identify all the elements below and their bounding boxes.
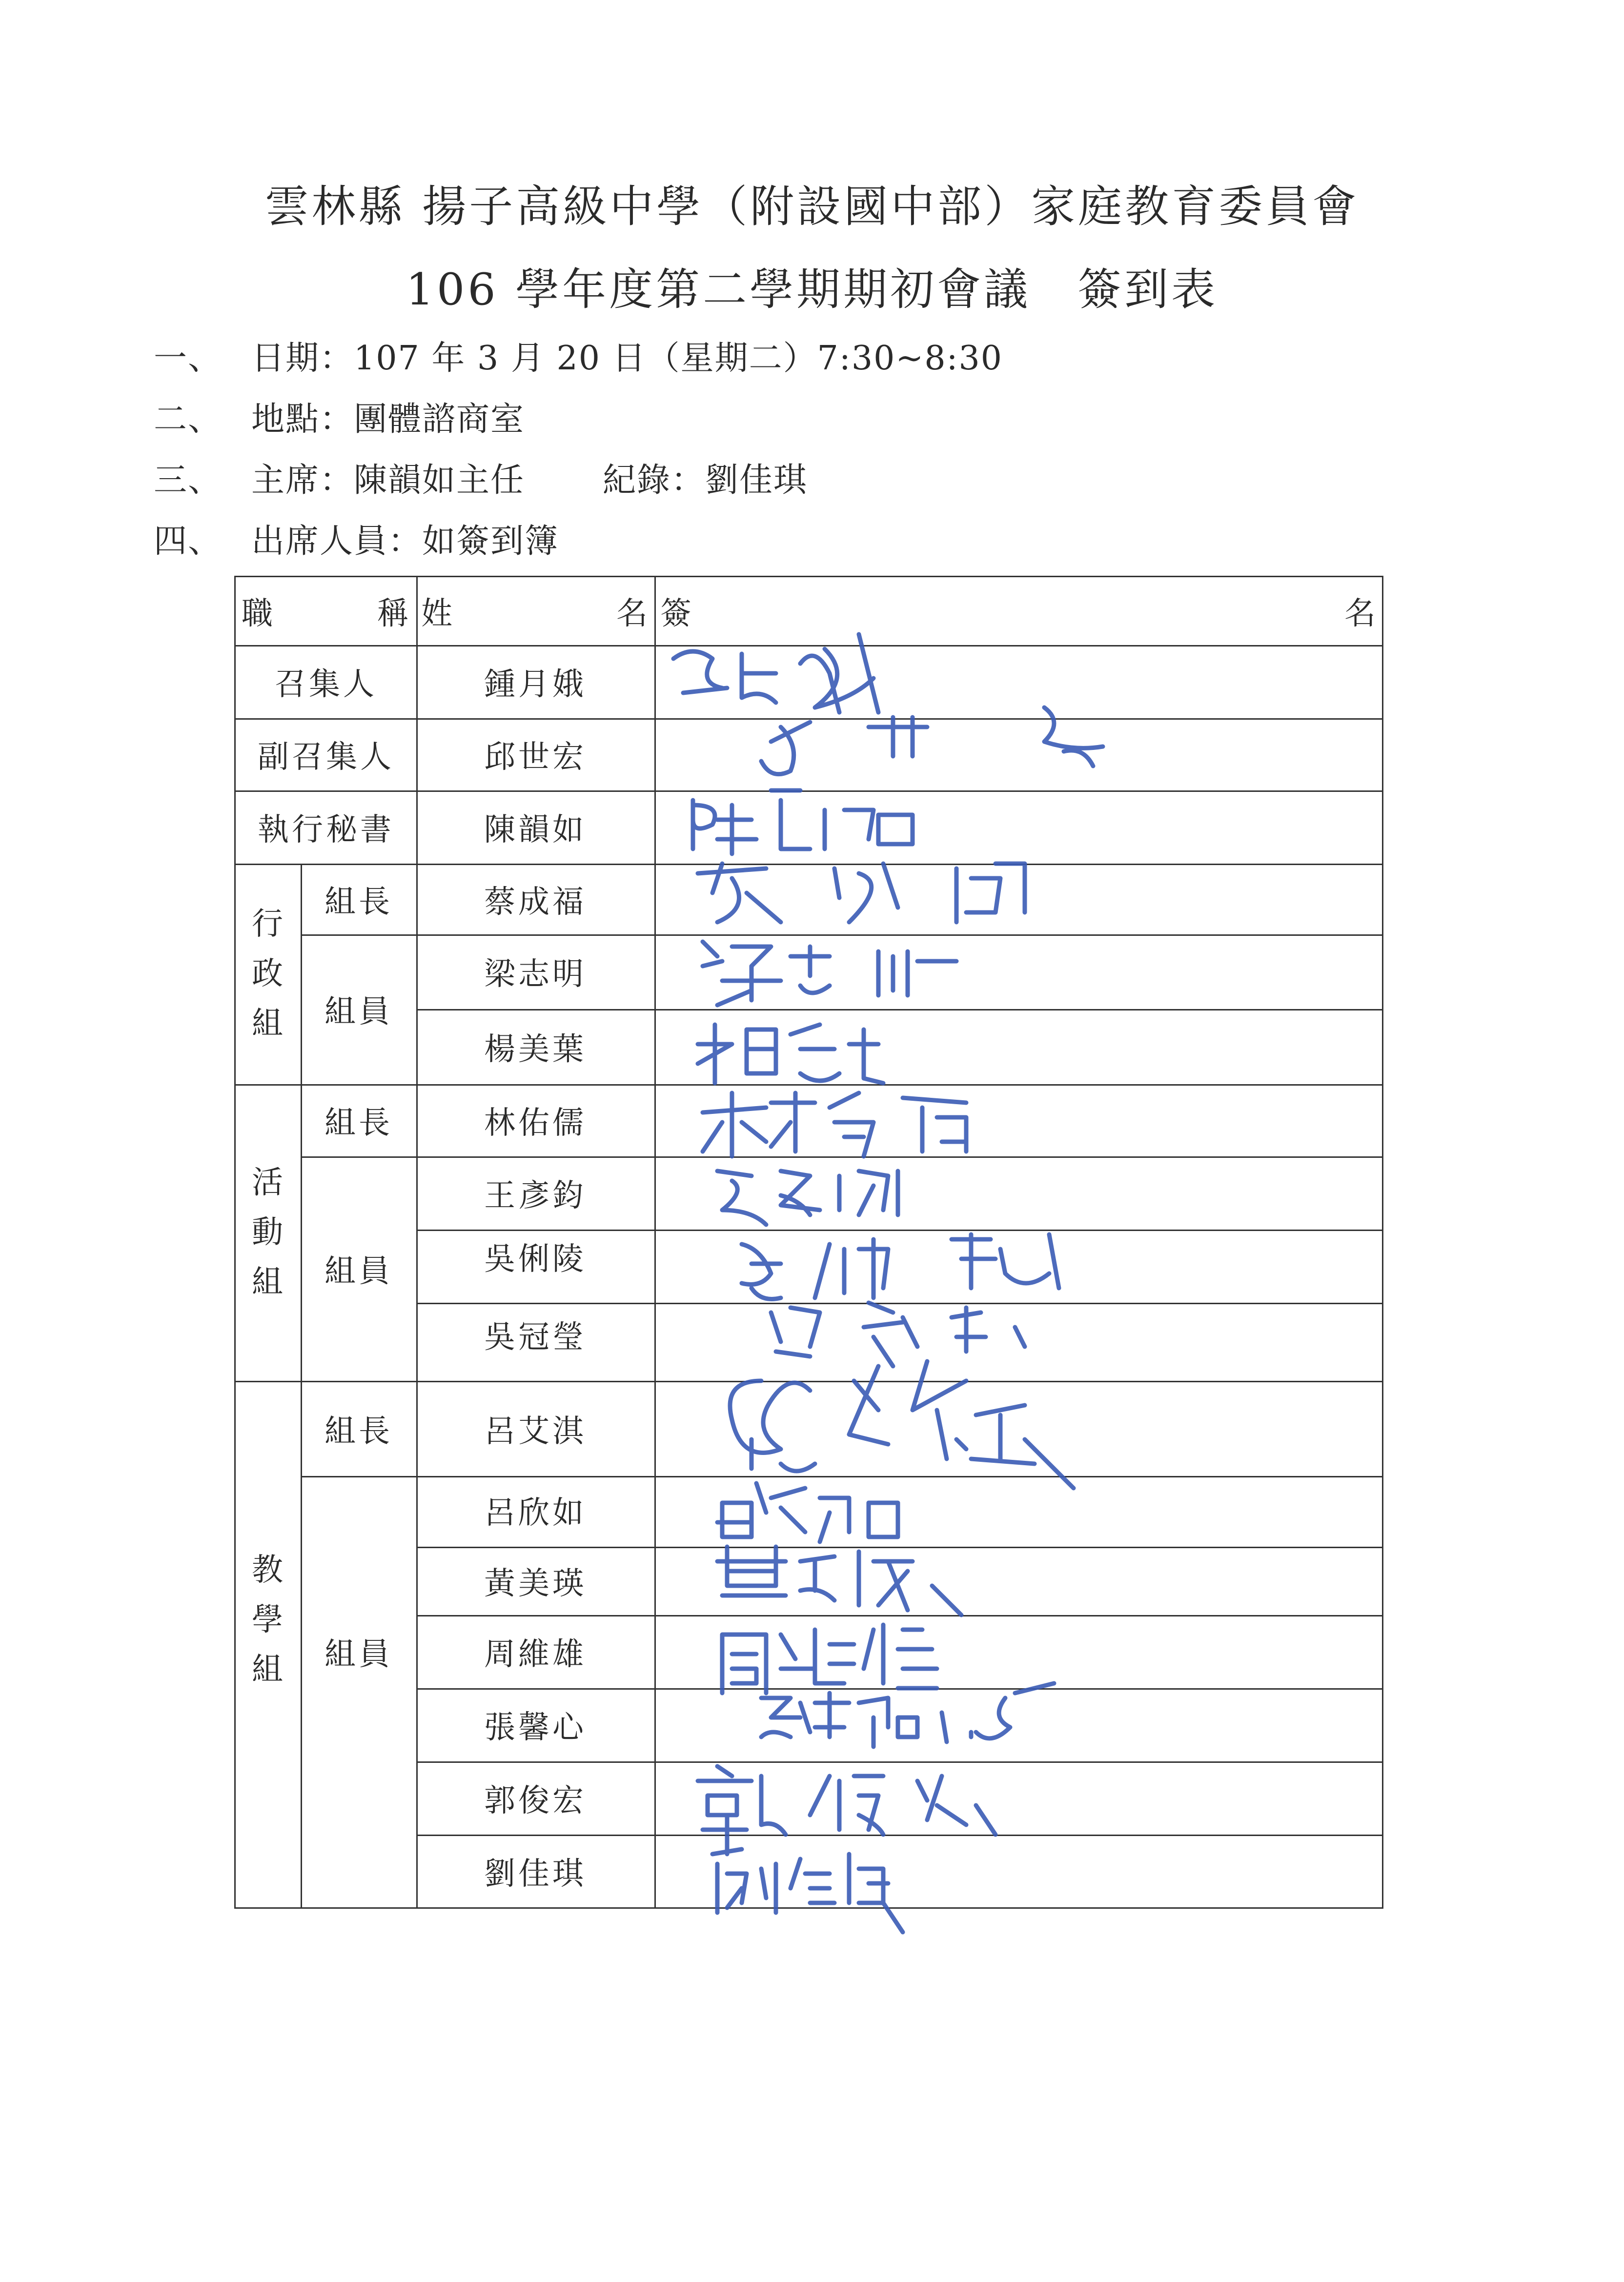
- name-cell: 郭俊宏: [484, 1783, 587, 1819]
- document-title: 雲林縣 揚子高級中學（附設國中部）家庭教育委員會: [264, 181, 1360, 232]
- role-leader: 組長: [325, 1414, 393, 1450]
- info-recorder-text: 紀錄：劉佳琪: [603, 461, 808, 500]
- name-cell: 邱世宏: [484, 739, 587, 775]
- role-convener: 召集人: [275, 666, 377, 703]
- signature-scribble: [771, 1303, 1025, 1366]
- info-location-text: 地點：團體諮商室: [251, 400, 525, 439]
- signature-scribble: [712, 1849, 903, 1932]
- info-chair-text: 主席：陳韻如主任: [251, 461, 525, 500]
- signature-scribble: [698, 1766, 995, 1854]
- role-member: 組員: [325, 1636, 393, 1673]
- header-sign-char-a: 簽: [660, 596, 694, 632]
- header-sign-char-b: 名: [1344, 596, 1379, 632]
- info-number: 三、: [154, 461, 223, 500]
- header-name-char-a: 姓: [421, 596, 455, 632]
- header-name-char-b: 名: [616, 596, 650, 632]
- name-cell: 呂欣如: [484, 1495, 587, 1531]
- signature-scribble: [742, 1234, 1059, 1299]
- signature-scribble: [717, 1547, 961, 1615]
- role-vice-convener: 副召集人: [258, 739, 394, 775]
- role-leader: 組長: [325, 1105, 393, 1141]
- signature-scribble: [693, 790, 913, 854]
- signature-scribble: [717, 1483, 898, 1542]
- group-activity: 活 動 組: [252, 1165, 283, 1300]
- role-secretary: 執行秘書: [258, 812, 394, 848]
- signature-scribble: [730, 1361, 1074, 1488]
- name-cell: 鍾月娥: [484, 666, 587, 703]
- name-cell: 周維雄: [484, 1636, 587, 1673]
- name-cell: 蔡成福: [484, 884, 587, 920]
- signature-scribble: [673, 634, 878, 712]
- name-cell: 吳冠瑩: [484, 1319, 587, 1355]
- name-cell: 王彥鈞: [484, 1178, 587, 1214]
- name-cell: 楊美葉: [484, 1031, 587, 1068]
- signature-scribble: [703, 942, 956, 1005]
- info-number: 四、: [154, 522, 223, 561]
- info-number: 二、: [154, 400, 223, 439]
- group-teaching: 教 學 組: [252, 1552, 283, 1688]
- signature-scribble: [698, 864, 1025, 922]
- info-number: 一、: [154, 339, 223, 378]
- name-cell: 張馨心: [484, 1710, 587, 1746]
- signature-scribble: [717, 1171, 898, 1225]
- info-attendees-text: 出席人員：如簽到簿: [251, 522, 559, 561]
- document-subtitle: 106 學年度第二學期期初會議 簽到表: [406, 264, 1218, 315]
- name-cell: 陳韻如: [484, 812, 587, 848]
- signature-scribble: [698, 1025, 883, 1083]
- group-admin: 行 政 組: [252, 906, 283, 1042]
- signature-scribble: [703, 1093, 966, 1156]
- role-member: 組員: [325, 994, 393, 1030]
- name-cell: 林佑儒: [484, 1105, 587, 1141]
- role-leader: 組長: [325, 884, 393, 920]
- info-date-text: 日期：107 年 3 月 20 日（星期二）7:30~8:30: [251, 339, 1003, 378]
- name-cell: 劉佳琪: [484, 1856, 587, 1892]
- header-title-char-a: 職: [242, 596, 276, 632]
- header-title-char-b: 稱: [377, 596, 411, 632]
- name-cell: 呂艾淇: [484, 1414, 587, 1450]
- name-cell: 吳俐陵: [484, 1241, 587, 1277]
- name-cell: 梁志明: [484, 956, 587, 992]
- signature-scribble: [761, 1683, 1054, 1747]
- role-member: 組員: [325, 1253, 393, 1290]
- signature-scribble: [761, 707, 1103, 774]
- name-cell: 黃美瑛: [484, 1566, 587, 1602]
- signature-scribble: [722, 1625, 937, 1693]
